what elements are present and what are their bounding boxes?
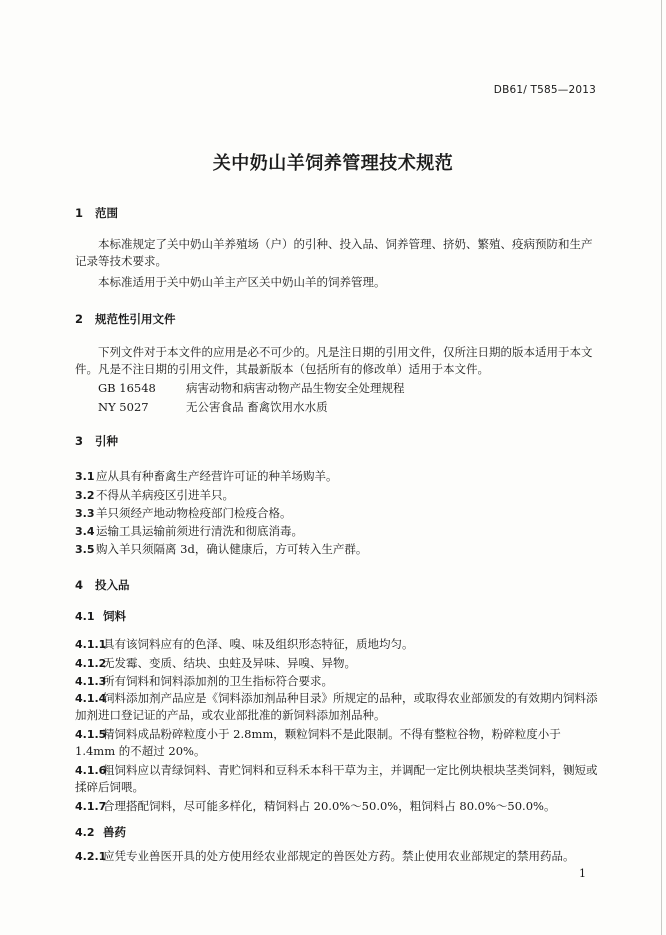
subsection-number: 4.2 bbox=[75, 826, 95, 839]
reference-item bbox=[98, 399, 328, 415]
standard-code: DB61/ T585—2013 bbox=[493, 84, 596, 96]
subsection-number: 4.1 bbox=[75, 610, 95, 623]
section-title: 范围 bbox=[95, 206, 118, 220]
item-text: 购入羊只须隔离 3d，确认健康后，方可转入生产群。 bbox=[96, 542, 368, 556]
item-number: 4.1.3 bbox=[75, 675, 107, 688]
section-2-heading bbox=[75, 311, 176, 327]
reference-code: NY 5027 bbox=[98, 400, 149, 414]
section-1-paragraph-1: 本标准规定了关中奶山羊养殖场（户）的引种、投入品、饲养管理、挤奶、繁殖、疫病预防和生产记录等技术要求。 bbox=[75, 237, 593, 268]
list-item bbox=[75, 505, 292, 521]
list-item bbox=[75, 798, 555, 814]
subsection-4-1-heading bbox=[75, 608, 126, 624]
list-item bbox=[75, 762, 602, 796]
subsection-title: 饲料 bbox=[103, 609, 126, 623]
list-item bbox=[75, 690, 602, 724]
list-item bbox=[75, 468, 338, 484]
item-text: 应从具有种畜禽生产经营许可证的种羊场购羊。 bbox=[96, 469, 338, 483]
section-1-paragraph-2: 本标准适用于关中奶山羊主产区关中奶山羊的饲养管理。 bbox=[98, 275, 386, 289]
item-number: 3.1 bbox=[75, 470, 95, 483]
item-number: 3.4 bbox=[75, 525, 95, 538]
subsection-title: 兽药 bbox=[103, 825, 126, 839]
item-number: 4.1.7 bbox=[75, 800, 107, 813]
list-item bbox=[75, 673, 333, 689]
subsection-4-2-heading bbox=[75, 824, 126, 840]
item-text: 精饲料成品粉碎粒度小于 2.8mm，颗粒饲料不是此限制。不得有整粒谷物，粉碎粒度小于 1.4mm 的不超过 20%。 bbox=[75, 727, 561, 758]
list-item bbox=[75, 541, 367, 557]
page-number: 1 bbox=[579, 867, 586, 880]
item-text: 不得从羊病疫区引进羊只。 bbox=[96, 488, 234, 502]
list-item bbox=[75, 487, 234, 503]
page-edge bbox=[661, 0, 662, 935]
item-number: 4.1.2 bbox=[75, 657, 107, 670]
item-number: 4.1.6 bbox=[75, 764, 107, 777]
section-1-heading bbox=[75, 205, 118, 221]
section-2-intro: 下列文件对于本文件的应用是必不可少的。凡是注日期的引用文件，仅所注日期的版本适用于本文件。凡是不注日期的引用文件，其最新版本（包括所有的修改单）适用于本文件。 bbox=[75, 345, 593, 376]
list-item bbox=[75, 523, 303, 539]
list-item bbox=[75, 636, 414, 652]
item-text: 粗饲料应以青绿饲料、青贮饲料和豆科禾本科干草为主，并调配一定比例块根块茎类饲料，铡短或揉碎后饲喂。 bbox=[75, 763, 598, 794]
item-number: 4.1.4 bbox=[75, 692, 107, 705]
item-text: 羊只须经产地动物检疫部门检疫合格。 bbox=[96, 506, 292, 520]
list-item bbox=[75, 726, 602, 760]
section-title: 投入品 bbox=[95, 578, 130, 592]
list-item bbox=[75, 655, 356, 671]
item-text: 具有该饲料应有的色泽、嗅、味及组织形态特征，质地均匀。 bbox=[103, 637, 414, 651]
list-item bbox=[75, 848, 575, 864]
item-text: 应凭专业兽医开具的处方使用经农业部规定的兽医处方药。禁止使用农业部规定的禁用药品。 bbox=[103, 849, 575, 863]
section-number: 4 bbox=[75, 578, 84, 592]
item-text: 运输工具运输前须进行清洗和彻底消毒。 bbox=[96, 524, 303, 538]
item-number: 4.2.1 bbox=[75, 850, 107, 863]
reference-item bbox=[98, 380, 405, 396]
item-text: 合理搭配饲料，尽可能多样化，精饲料占 20.0%～50.0%，粗饲料占 80.0%～50.0%。 bbox=[103, 799, 556, 813]
section-number: 3 bbox=[75, 434, 84, 448]
reference-title: 病害动物和病害动物产品生物安全处理规程 bbox=[186, 381, 405, 395]
item-text: 无发霉、变质、结块、虫蛀及异味、异嗅、异物。 bbox=[103, 656, 356, 670]
item-text: 所有饲料和饲料添加剂的卫生指标符合要求。 bbox=[103, 674, 333, 688]
document-title: 关中奶山羊饲养管理技术规范 bbox=[212, 153, 454, 174]
item-number: 3.3 bbox=[75, 507, 95, 520]
reference-code: GB 16548 bbox=[98, 381, 156, 395]
item-number: 4.1.1 bbox=[75, 638, 107, 651]
item-number: 3.2 bbox=[75, 489, 95, 502]
section-number: 2 bbox=[75, 312, 84, 326]
section-4-heading bbox=[75, 577, 130, 593]
reference-title: 无公害食品 畜禽饮用水水质 bbox=[186, 400, 328, 414]
item-number: 3.5 bbox=[75, 543, 95, 556]
section-title: 规范性引用文件 bbox=[95, 312, 176, 326]
item-text: 饲料添加剂产品应是《饲料添加剂品种目录》所规定的品种，或取得农业部颁发的有效期内饲料添加剂进口登记证的产品，或农业部批准的新饲料添加剂品种。 bbox=[75, 691, 598, 722]
item-number: 4.1.5 bbox=[75, 728, 107, 741]
section-3-heading bbox=[75, 433, 118, 449]
section-number: 1 bbox=[75, 206, 84, 220]
section-title: 引种 bbox=[95, 434, 118, 448]
